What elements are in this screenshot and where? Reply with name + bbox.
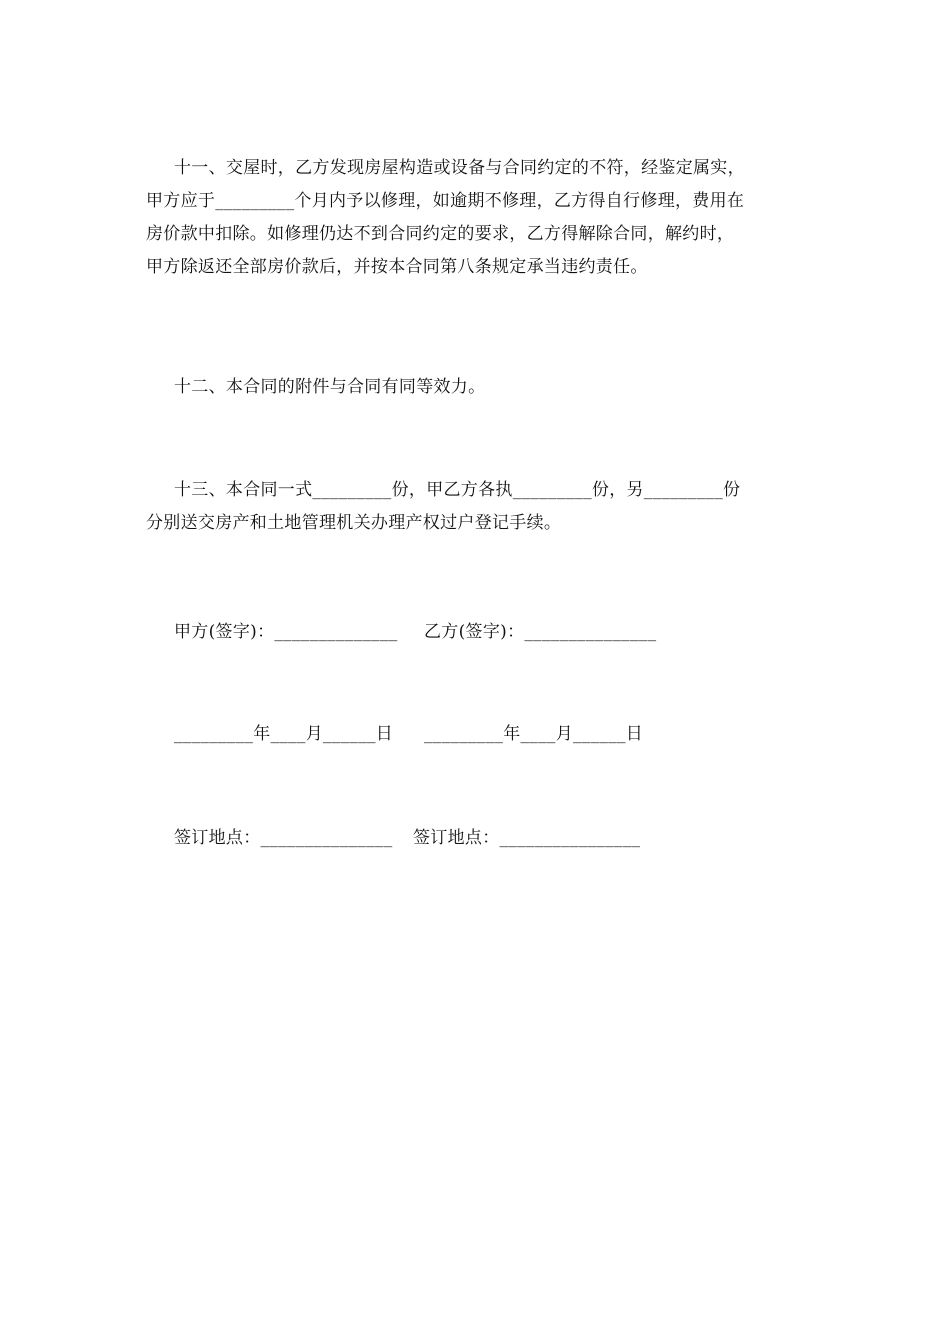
clause-13-line-2: 分别送交房产和土地管理机关办理产权过户登记手续。	[146, 513, 562, 533]
party-a-signature: 甲方(签字)：______________	[174, 622, 398, 642]
clause-11-line-1: 十一、交屋时，乙方发现房屋构造或设备与合同约定的不符，经鉴定属实，	[174, 158, 745, 178]
clause-12	[146, 371, 810, 404]
party-a-signing-place: 签订地点：_______________	[174, 828, 393, 848]
party-b-signature: 乙方(签字)：_______________	[424, 622, 657, 642]
clause-13	[146, 474, 810, 540]
clause-11-line-3: 房价款中扣除。如修理仍达不到合同约定的要求，乙方得解除合同，解约时，	[146, 224, 735, 244]
party-b-signing-place: 签订地点：________________	[413, 828, 641, 848]
party-a-date: _________年____月______日	[174, 724, 394, 744]
clause-11-line-4: 甲方除返还全部房价款后，并按本合同第八条规定承当违约责任。	[146, 257, 648, 277]
party-b-date: _________年____月______日	[424, 724, 644, 744]
clause-11	[146, 152, 810, 284]
clause-12-line-1: 十二、本合同的附件与合同有同等效力。	[174, 377, 486, 397]
clause-11-line-2: 甲方应于_________个月内予以修理，如逾期不修理，乙方得自行修理，费用在	[146, 191, 745, 211]
clause-13-line-1: 十三、本合同一式_________份，甲乙方各执_________份，另_________份	[174, 480, 741, 500]
